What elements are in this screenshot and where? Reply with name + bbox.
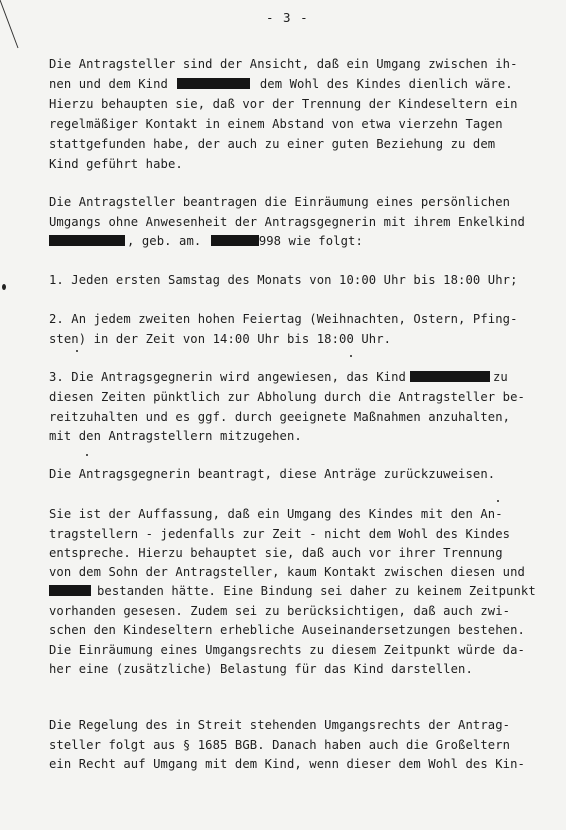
text-line: tragstellern - jedenfalls zur Zeit - nicht dem Wohl des Kindes [49,527,511,541]
text-line [49,78,513,90]
text-fragment: 998 wie folgt: [258,234,363,248]
text-fragment: nen und dem Kind [49,77,168,91]
redaction-bar [410,371,490,382]
text-line: Umgangs ohne Anwesenheit der Antragsgegnerin mit ihrem Enkelkind [49,215,525,229]
text-line: regelmäßiger Kontakt in einem Abstand von etwa vierzehn Tagen [49,117,503,131]
text-line: sten) in der Zeit von 14:00 Uhr bis 18:00 Uhr. [49,332,392,346]
text-line: von dem Sohn der Antragsteller, kaum Kontakt zwischen diesen und [49,565,525,579]
text-line: ein Recht auf Umgang mit dem Kind, wenn dieser dem Wohl des Kin- [49,757,525,771]
scan-speck [350,355,352,357]
text-line: Die Einräumung eines Umgangsrechts zu diesem Zeitpunkt würde da- [49,643,525,657]
text-line: reitzuhalten und es ggf. durch geeignete Maßnahmen anzuhalten, [49,410,511,424]
scan-edge-line [0,0,20,50]
scan-speck [76,350,78,352]
text-line [49,235,363,247]
text-line: entspreche. Hierzu behauptet sie, daß auch vor ihrer Trennung [49,546,503,560]
text-line [49,585,536,597]
text-fragment: zu [493,370,508,384]
text-line: Sie ist der Auffassung, daß ein Umgang des Kindes mit den An- [49,507,503,521]
text-fragment: , geb. am. [127,234,202,248]
text-line: Kind geführt habe. [49,157,183,171]
text-line: stattgefunden habe, der auch zu einer guten Beziehung zu dem [49,137,496,151]
text-line: Die Antragsgegnerin beantragt, diese Anträge zurückzuweisen. [49,467,496,481]
text-line: 2. An jedem zweiten hohen Feiertag (Weihnachten, Ostern, Pfing- [49,312,518,326]
text-line: Die Regelung des in Streit stehenden Umgangsrechts der Antrag- [49,718,511,732]
text-line: Die Antragsteller beantragen die Einräumung eines persönlichen [49,195,511,209]
text-line: Hierzu behaupten sie, daß vor der Trennung der Kindeseltern ein [49,97,518,111]
text-line: schen den Kindeseltern erhebliche Auseinandersetzungen bestehen. [49,623,525,637]
redaction-bar [211,235,259,246]
text-line [49,371,508,383]
text-line: vorhanden gesesen. Zudem sei zu berücksichtigen, daß auch zwi- [49,604,511,618]
text-fragment: bestanden hätte. Eine Bindung sei daher zu keinem Zeitpunkt [97,584,536,598]
scan-speck [86,454,88,456]
redaction-bar [177,78,250,89]
scan-speck [2,284,6,290]
redaction-bar [49,235,125,246]
scan-speck [497,500,499,502]
text-line: Die Antragsteller sind der Ansicht, daß ein Umgang zwischen ih- [49,57,518,71]
page-number: - 3 - [266,10,309,25]
text-line: diesen Zeiten pünktlich zur Abholung durch die Antragsteller be- [49,390,525,404]
redaction-bar [49,585,91,596]
text-fragment: dem Wohl des Kindes dienlich wäre. [259,77,513,91]
text-line: mit den Antragstellern mitzugehen. [49,429,302,443]
text-line: 1. Jeden ersten Samstag des Monats von 10:00 Uhr bis 18:00 Uhr; [49,273,518,287]
text-line: her eine (zusätzliche) Belastung für das Kind darstellen. [49,662,473,676]
text-line: steller folgt aus § 1685 BGB. Danach haben auch die Großeltern [49,738,511,752]
text-fragment: 3. Die Antragsgegnerin wird angewiesen, das Kind [49,370,406,384]
